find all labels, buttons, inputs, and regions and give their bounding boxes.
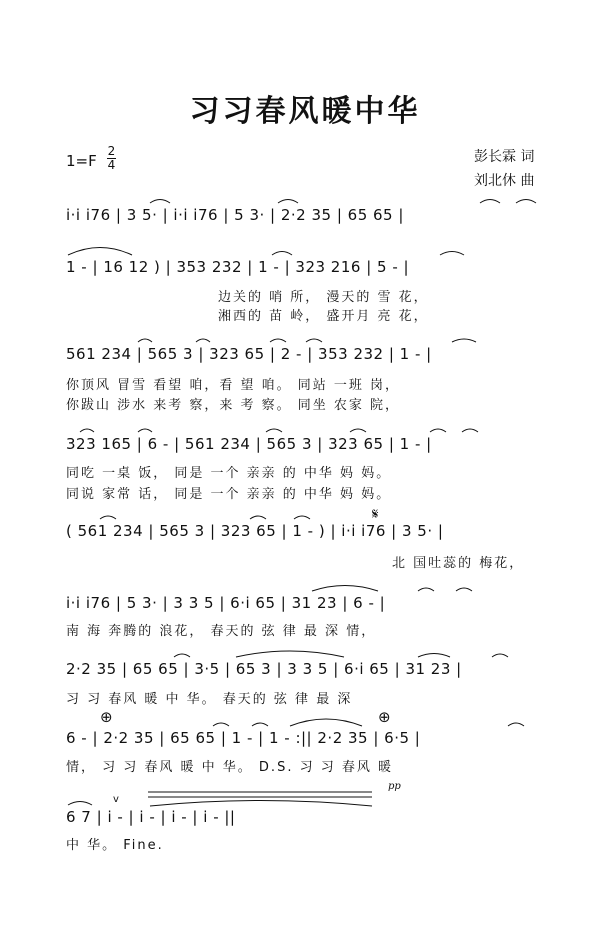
slur xyxy=(418,588,434,591)
notation-row-8: 6 - | 2·2 35 | 65 65 | 1 - | 1 - :|| 2·2 35 | 6·5 | xyxy=(66,729,421,747)
notation-row-7: 2·2 35 | 65 65 | 3·5 | 65 3 | 3 3 5 | 6·i 65 | 31 23 | xyxy=(66,660,462,678)
coda-sign-1: ⊕ xyxy=(100,708,113,726)
segno-sign: 𝄋 xyxy=(372,505,379,523)
slur xyxy=(492,654,508,657)
lyrics-row-4-verse-1: 同吃 一桌 饭， 同是 一个 亲亲 的 中华 妈 妈。 xyxy=(66,466,392,481)
notation-row-6: i·i i76 | 5 3· | 3 3 5 | 6·i 65 | 31 23 | 6 - | xyxy=(66,594,386,612)
slur xyxy=(80,429,94,432)
slur xyxy=(252,723,268,726)
composer-credit: 刘北休 曲 xyxy=(474,173,535,189)
slur xyxy=(306,339,322,342)
slur xyxy=(430,429,446,432)
notation-row-2: 1 - | 16 12 ) | 353 232 | 1 - | 323 216 | 5 - | xyxy=(66,258,410,276)
lyricist-credit: 彭长霖 词 xyxy=(474,149,535,165)
song-title: 习习春风暖中华 xyxy=(189,94,421,129)
lyrics-row-6-verse-1: 南 海 奔腾的 浪花， 春天的 弦 律 最 深 情， xyxy=(66,624,377,639)
slur xyxy=(480,200,500,204)
tie xyxy=(290,719,362,726)
slur xyxy=(236,651,344,657)
lyrics-row-4-verse-2: 同说 家常 话， 同是 一个 亲亲 的 中华 妈 妈。 xyxy=(66,487,392,502)
slur xyxy=(440,252,464,256)
notation-row-3: 561 234 | 565 3 | 323 65 | 2 - | 353 232 | 1 - | xyxy=(66,345,432,363)
lyrics-row-9-verse-1: 中 华。 Fine. xyxy=(66,838,164,853)
notation-row-1: i·i i76 | 3 5· | i·i i76 | 5 3· | 2·2 35 | 65 65 | xyxy=(66,206,404,224)
lyrics-row-2-verse-2: 湘西的 苗 岭， 盛开月 亮 花， xyxy=(218,309,429,324)
slur xyxy=(312,586,378,592)
slur xyxy=(213,723,229,726)
lyrics-row-2-verse-1: 边关的 哨 所， 漫天的 雪 花， xyxy=(218,290,429,305)
lyrics-row-5-verse-1: 北 国吐蕊的 梅花， xyxy=(392,556,525,571)
dynamic-mark: pp xyxy=(388,781,401,792)
coda-sign-2: ⊕ xyxy=(378,708,391,726)
breath-mark: v xyxy=(113,794,119,805)
slur xyxy=(196,339,210,342)
slur xyxy=(456,588,472,591)
time-top: 2 xyxy=(107,144,116,158)
notation-row-4: 323 165 | 6 - | 561 234 | 565 3 | 323 65 | 1 - | xyxy=(66,435,432,453)
notation-row-9: 6 7 | i - | i - | i - | i - || xyxy=(66,808,236,826)
slur xyxy=(68,802,92,806)
notation-row-5: ( 561 234 | 565 3 | 323 65 | 1 - ) | i·i i76 | 3 5· | xyxy=(66,522,444,540)
slur xyxy=(272,252,292,256)
lyrics-row-7-verse-1: 习 习 春风 暖 中 华。 春天的 弦 律 最 深 xyxy=(66,692,353,707)
slur xyxy=(350,429,366,432)
slur xyxy=(100,516,116,519)
slur xyxy=(250,516,266,519)
slur xyxy=(270,339,286,342)
slur xyxy=(462,429,478,432)
lyrics-row-8-verse-1: 情， 习 习 春风 暖 中 华。 D.S. 习 习 春风 暖 xyxy=(66,760,393,775)
slur xyxy=(516,200,536,204)
slur xyxy=(138,339,152,342)
lyrics-row-3-verse-1: 你顶风 冒雪 看望 咱，看 望 咱。 同站 一班 岗， xyxy=(66,378,401,393)
slur xyxy=(294,516,310,519)
slur xyxy=(278,200,298,204)
tie xyxy=(150,801,372,807)
slur xyxy=(508,723,524,726)
lyrics-row-3-verse-2: 你跋山 涉水 来考 察，来 考 察。 同坐 农家 院， xyxy=(66,398,401,413)
time-bottom: 4 xyxy=(107,158,116,172)
slur xyxy=(452,339,476,342)
slur xyxy=(138,429,152,432)
slur xyxy=(418,654,450,658)
slur xyxy=(174,654,190,657)
slur xyxy=(266,429,282,432)
key-signature: 1=F xyxy=(66,152,97,170)
tie xyxy=(68,248,132,256)
slur xyxy=(150,200,170,204)
